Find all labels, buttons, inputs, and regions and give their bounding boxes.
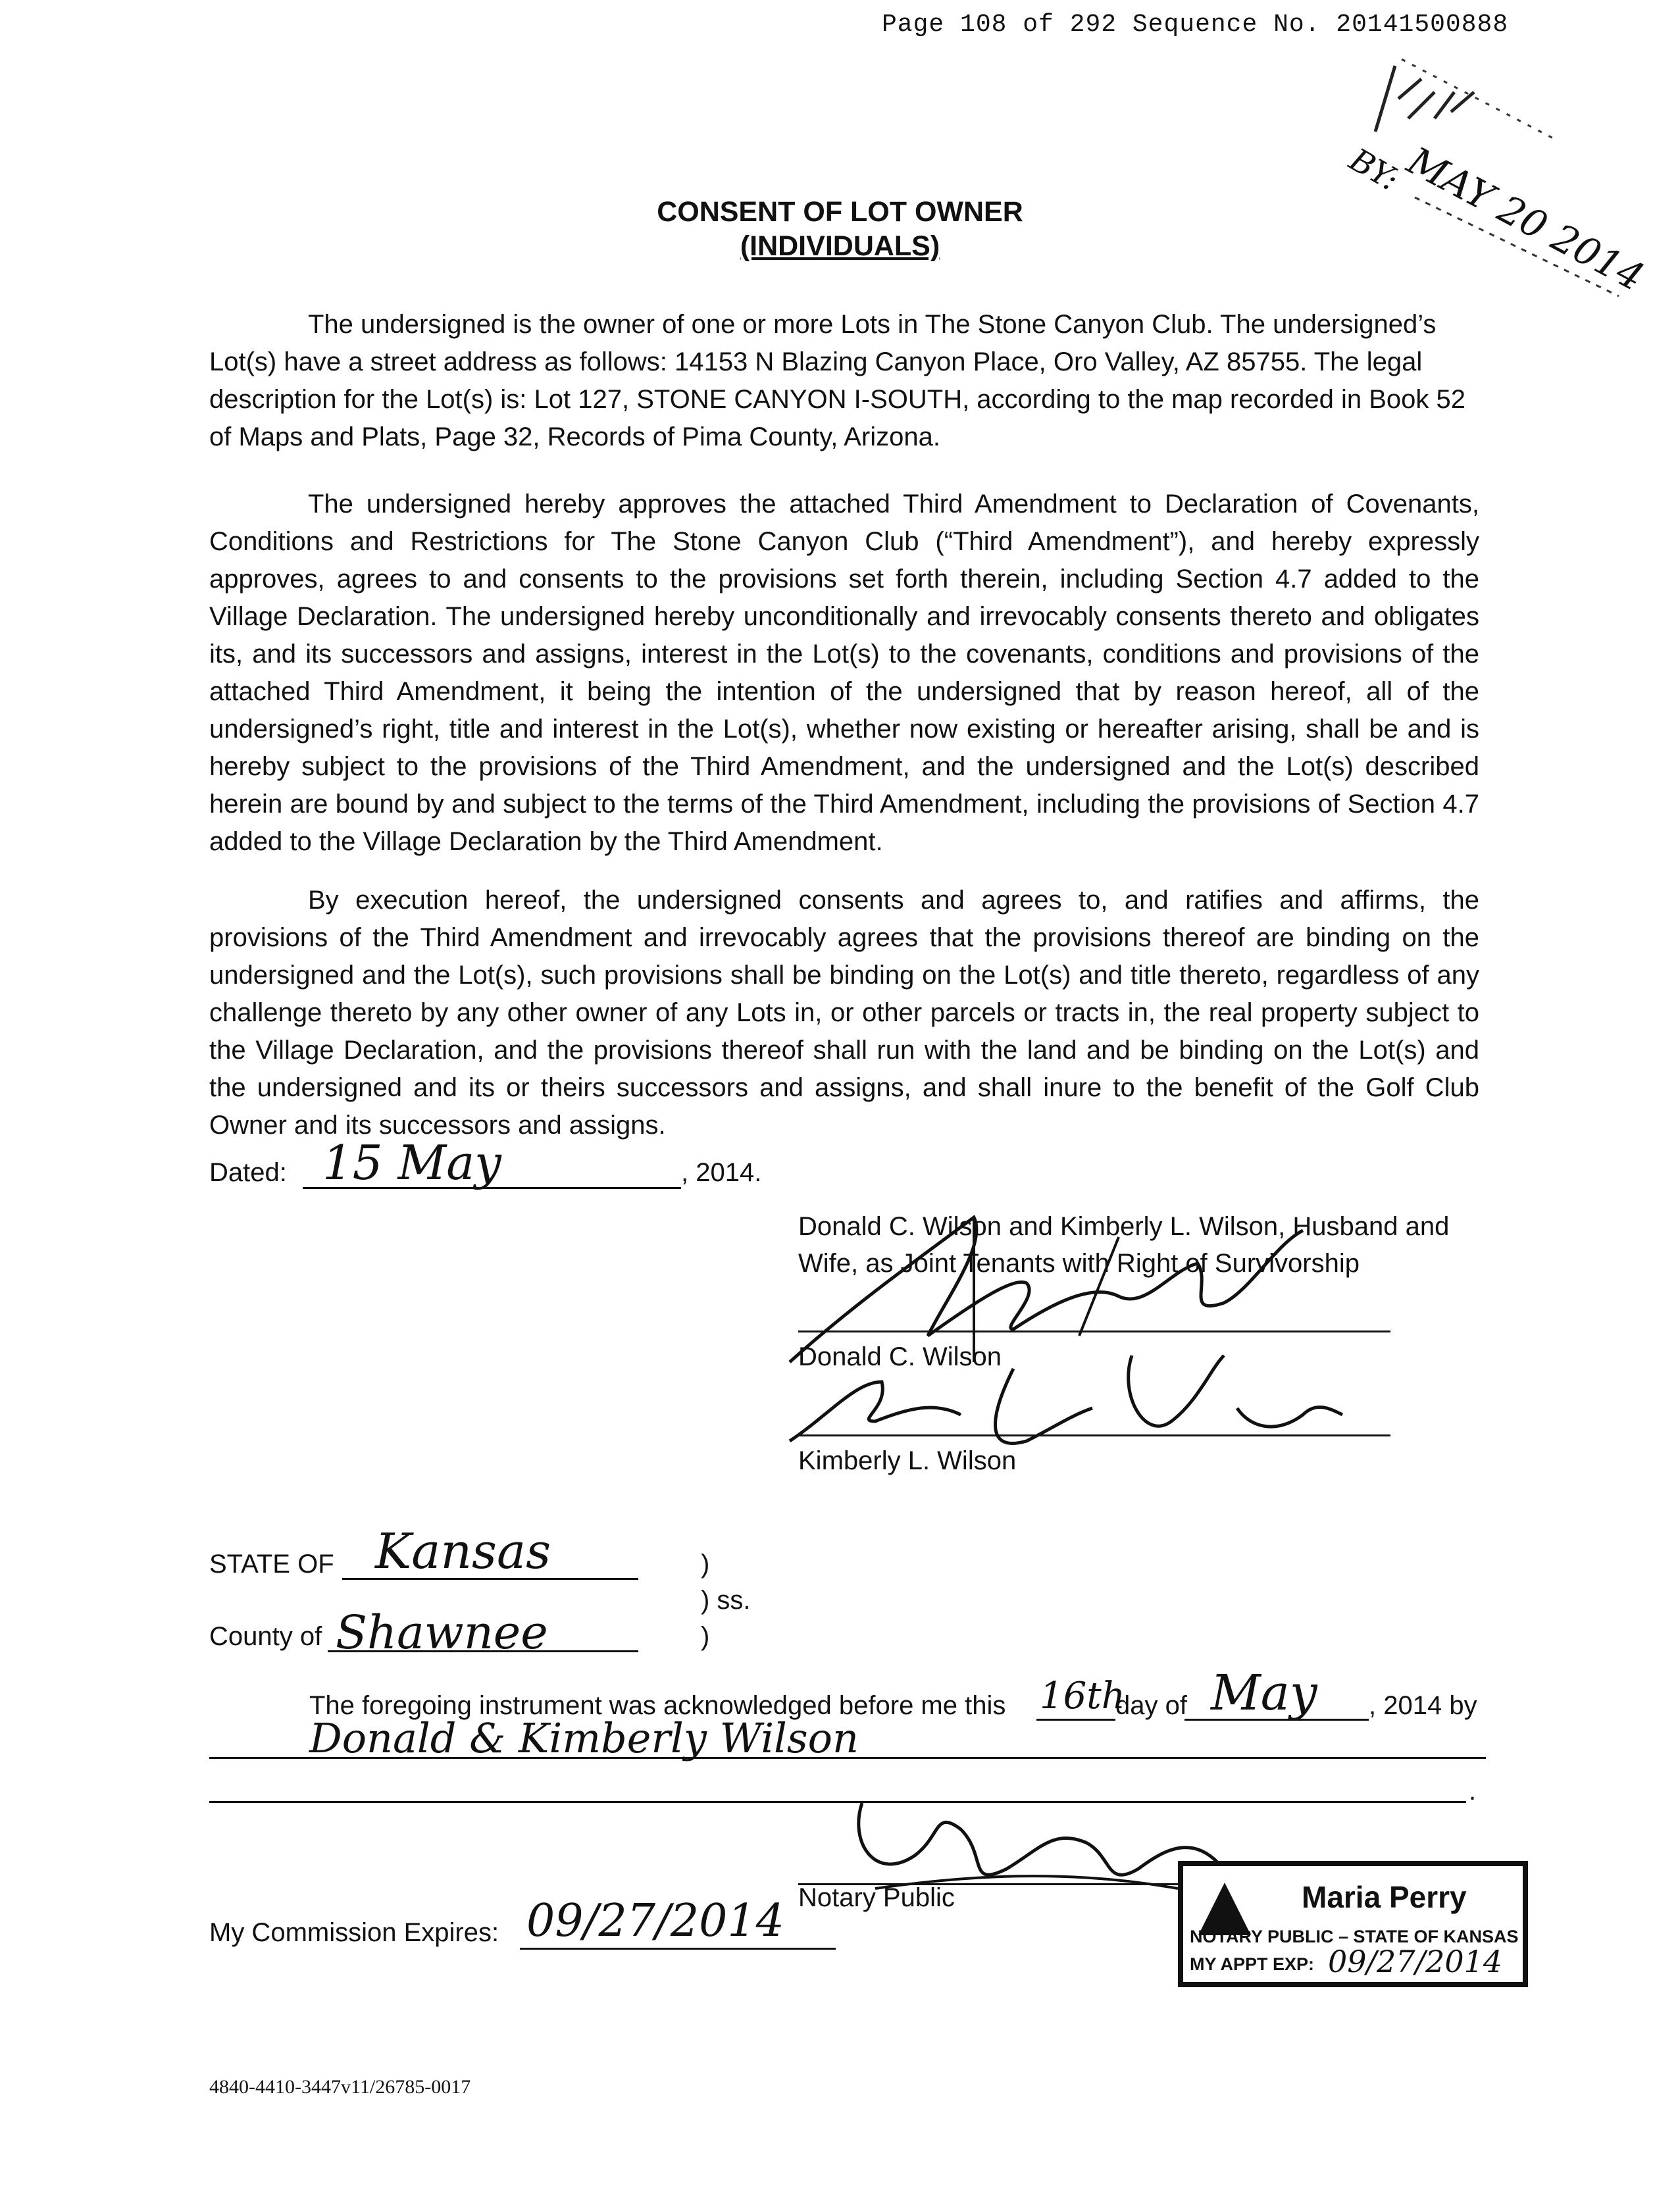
dated-handwritten: 15 May: [322, 1135, 501, 1190]
notary-seal-appt-value: 09/27/2014: [1328, 1944, 1503, 1979]
paren-1: ): [701, 1550, 710, 1579]
commission-underline: [520, 1948, 836, 1950]
dated-year: , 2014.: [681, 1158, 762, 1187]
received-stamp: [1336, 39, 1652, 316]
page-title: CONSENT OF LOT OWNER: [657, 196, 1023, 228]
ss-label: ) ss.: [701, 1586, 751, 1615]
ack-text-3: , 2014 by: [1369, 1691, 1477, 1720]
ack-month: May: [1211, 1665, 1317, 1721]
page-sequence-header: Page 108 of 292 Sequence No. 20141500888: [882, 11, 1509, 39]
received-stamp-date: MAY 20 2014: [1400, 138, 1652, 300]
signer-1-name: Donald C. Wilson: [798, 1342, 1002, 1371]
paragraph-approval: The undersigned hereby approves the attached Third Amendment to Declaration of Covenants, Conditions and Restrictions for The Stone Canyon Club (“Third Amendment”), and hereby expressly approves, agrees to and consents to the provisions set forth therein, including Section 4.7 added to the Village Declaration. The undersigned hereby unconditionally and irrevocably consents thereto and obligates its, and its successors and assigns, interest in the Lot(s) to the covenants, conditions and provisions of the attached Third Amendment, it being the intention of the undersigned that by reason hereof, all of the undersigned’s right, title and interest in the Lot(s), whether now existing or hereafter arising, shall be and is hereby subject to the provisions of the Third Amendment, and the undersigned and the Lot(s) described herein are bound by and subject to the terms of the Third Amendment, including the provisions of Section 4.7 added to the Village Declaration by the Third Amendment.: [209, 490, 1479, 856]
notary-seal-name: Maria Perry: [1302, 1880, 1467, 1914]
paragraph-execution: By execution hereof, the undersigned consents and agrees to, and ratifies and affirms, the provisions of the Third Amendment and irrevocably agrees that the provisions thereof are binding on the undersigned and the Lot(s), such provisions shall be binding on the Lot(s) and title thereto, regardless of any challenge thereto by any other owner of any Lots in, or other parcels or tracts in, the real property subject to the Village Declaration, and the provisions thereof shall run with the land and be binding on the Lot(s) and the undersigned and its or theirs successors and assigns, and shall inure to the benefit of the Golf Club Owner and its successors and assigns.: [209, 886, 1479, 1140]
ack-day-underline: [1036, 1719, 1115, 1721]
notary-public-label: Notary Public: [798, 1883, 955, 1912]
state-label: STATE OF: [209, 1550, 334, 1579]
ack-names: Donald & Kimberly Wilson: [309, 1714, 859, 1762]
county-value: Shawnee: [336, 1606, 548, 1660]
signer-2-name: Kimberly L. Wilson: [798, 1446, 1017, 1475]
signatory-line-1: Donald C. Wilson and Kimberly L. Wilson, Husband and: [798, 1212, 1450, 1241]
signature-kimberly: [776, 1342, 1369, 1474]
notary-seal: [1178, 1861, 1528, 1987]
county-label: County of: [209, 1622, 322, 1651]
state-value: Kansas: [375, 1523, 551, 1580]
signatory-line-2: Wife, as Joint Tenants with Right of Survivorship: [798, 1249, 1360, 1278]
dated-label: Dated:: [209, 1158, 287, 1187]
page-subtitle: (INDIVIDUALS): [740, 230, 940, 262]
ack-text-1: The foregoing instrument was acknowledged before me this: [309, 1691, 1006, 1720]
notary-seal-line-2: NOTARY PUBLIC – STATE OF KANSAS: [1190, 1927, 1519, 1946]
ack-line-end: .: [1469, 1777, 1477, 1806]
commission-value: 09/27/2014: [526, 1895, 784, 1947]
commission-label: My Commission Expires:: [209, 1918, 499, 1947]
paragraph-lot-description: The undersigned is the owner of one or more Lots in The Stone Canyon Club. The undersigned’s Lot(s) have a street address as follows: 14153 N Blazing Canyon Place, Oro Valley, AZ 85755. The legal description for the Lot(s) is: Lot 127, STONE CANYON I-SOUTH, according to the map recorded in Book 52 of Maps and Plats, Page 32, Records of Pima County, Arizona.: [209, 310, 1465, 451]
document-id-footer: 4840-4410-3447v11/26785-0017: [209, 2076, 471, 2098]
ack-text-2: day of: [1115, 1691, 1187, 1720]
notary-seal-appt-label: MY APPT EXP:: [1190, 1954, 1315, 1974]
received-stamp-by: BY:: [1343, 141, 1406, 199]
ack-day: 16th: [1040, 1675, 1125, 1717]
paren-3: ): [701, 1622, 710, 1651]
